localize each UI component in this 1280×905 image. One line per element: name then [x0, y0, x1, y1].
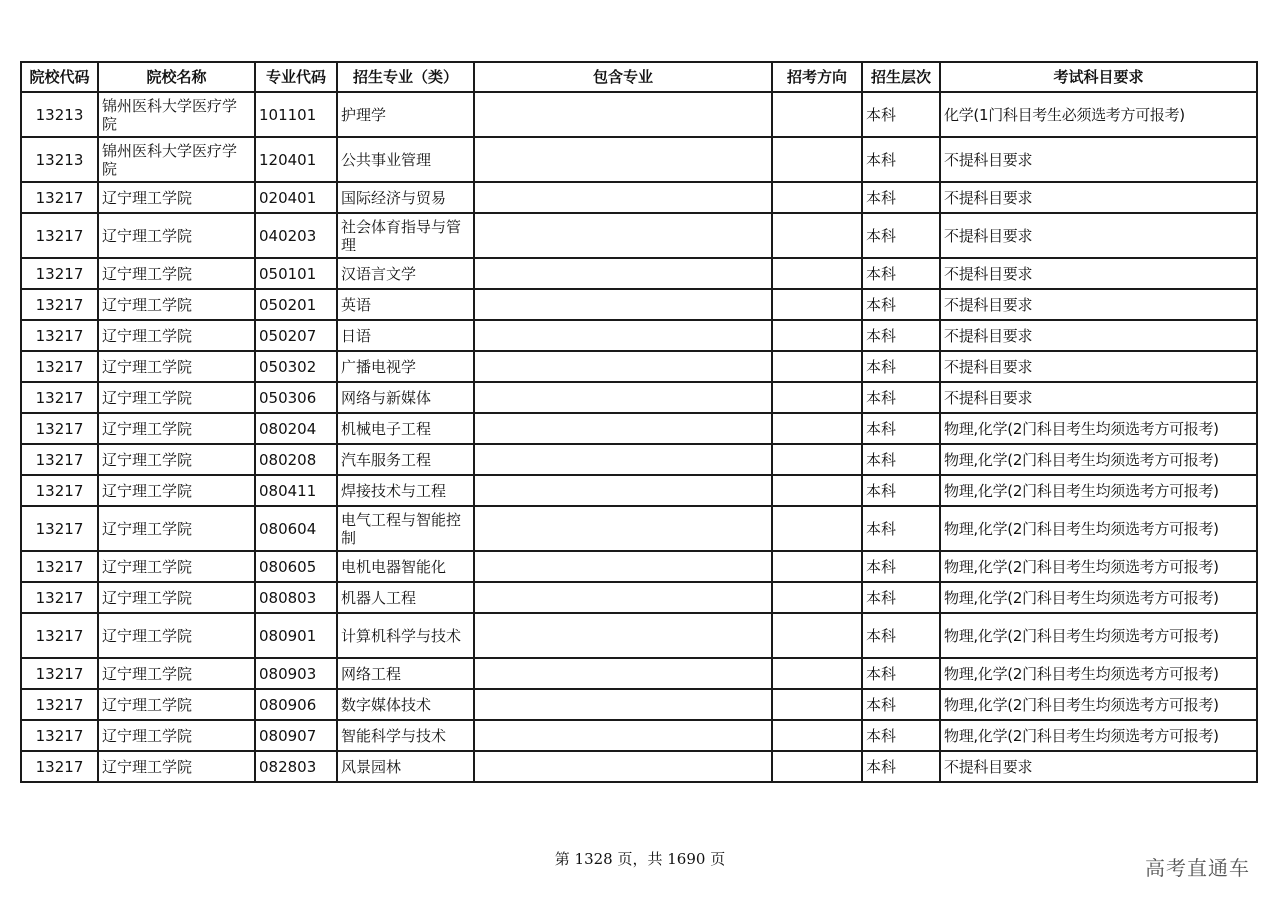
cell-school-name: 辽宁理工学院 [98, 475, 255, 506]
cell-major-code: 080903 [255, 658, 337, 689]
cell-subject-requirement: 物理,化学(2门科目考生均须选考方可报考) [940, 613, 1257, 658]
cell-level: 本科 [862, 92, 940, 137]
cell-direction [772, 289, 862, 320]
cell-included-majors [474, 137, 772, 182]
cell-major: 护理学 [337, 92, 474, 137]
cell-subject-requirement: 物理,化学(2门科目考生均须选考方可报考) [940, 689, 1257, 720]
cell-level: 本科 [862, 444, 940, 475]
cell-major-code: 080803 [255, 582, 337, 613]
cell-direction [772, 351, 862, 382]
cell-direction [772, 137, 862, 182]
cell-school-code: 13217 [21, 475, 98, 506]
cell-major-code: 080208 [255, 444, 337, 475]
cell-school-code: 13217 [21, 689, 98, 720]
cell-included-majors [474, 182, 772, 213]
cell-subject-requirement: 物理,化学(2门科目考生均须选考方可报考) [940, 475, 1257, 506]
cell-school-name: 锦州医科大学医疗学院 [98, 92, 255, 137]
header-major-code: 专业代码 [255, 62, 337, 92]
cell-included-majors [474, 92, 772, 137]
cell-subject-requirement: 不提科目要求 [940, 289, 1257, 320]
cell-school-name: 辽宁理工学院 [98, 213, 255, 258]
cell-included-majors [474, 413, 772, 444]
cell-direction [772, 506, 862, 551]
cell-major: 电机电器智能化 [337, 551, 474, 582]
cell-school-name: 锦州医科大学医疗学院 [98, 137, 255, 182]
table-row [21, 413, 1257, 444]
cell-subject-requirement: 物理,化学(2门科目考生均须选考方可报考) [940, 582, 1257, 613]
cell-subject-requirement: 物理,化学(2门科目考生均须选考方可报考) [940, 551, 1257, 582]
cell-school-name: 辽宁理工学院 [98, 320, 255, 351]
cell-major-code: 080901 [255, 613, 337, 658]
cell-school-name: 辽宁理工学院 [98, 182, 255, 213]
cell-school-code: 13217 [21, 382, 98, 413]
cell-major-code: 080605 [255, 551, 337, 582]
cell-subject-requirement: 物理,化学(2门科目考生均须选考方可报考) [940, 658, 1257, 689]
cell-school-name: 辽宁理工学院 [98, 506, 255, 551]
cell-level: 本科 [862, 658, 940, 689]
table-row [21, 751, 1257, 782]
admission-table [20, 61, 1258, 783]
cell-included-majors [474, 213, 772, 258]
table-row [21, 475, 1257, 506]
cell-level: 本科 [862, 551, 940, 582]
cell-level: 本科 [862, 506, 940, 551]
cell-major-code: 101101 [255, 92, 337, 137]
table-row [21, 258, 1257, 289]
cell-school-name: 辽宁理工学院 [98, 658, 255, 689]
cell-level: 本科 [862, 351, 940, 382]
cell-major-code: 120401 [255, 137, 337, 182]
header-level: 招生层次 [862, 62, 940, 92]
cell-direction [772, 582, 862, 613]
cell-major: 日语 [337, 320, 474, 351]
cell-included-majors [474, 444, 772, 475]
cell-major-code: 050306 [255, 382, 337, 413]
cell-school-name: 辽宁理工学院 [98, 751, 255, 782]
cell-school-name: 辽宁理工学院 [98, 351, 255, 382]
cell-school-code: 13217 [21, 551, 98, 582]
cell-included-majors [474, 551, 772, 582]
cell-school-code: 13217 [21, 320, 98, 351]
cell-level: 本科 [862, 613, 940, 658]
cell-subject-requirement: 不提科目要求 [940, 320, 1257, 351]
cell-direction [772, 258, 862, 289]
cell-level: 本科 [862, 258, 940, 289]
cell-major: 风景园林 [337, 751, 474, 782]
cell-included-majors [474, 382, 772, 413]
cell-subject-requirement: 物理,化学(2门科目考生均须选考方可报考) [940, 720, 1257, 751]
cell-school-code: 13217 [21, 213, 98, 258]
cell-major: 计算机科学与技术 [337, 613, 474, 658]
cell-major: 汉语言文学 [337, 258, 474, 289]
cell-direction [772, 413, 862, 444]
cell-included-majors [474, 258, 772, 289]
cell-school-name: 辽宁理工学院 [98, 689, 255, 720]
cell-school-code: 13217 [21, 413, 98, 444]
cell-major-code: 050201 [255, 289, 337, 320]
cell-major-code: 050302 [255, 351, 337, 382]
cell-direction [772, 182, 862, 213]
table-row [21, 658, 1257, 689]
cell-direction [772, 382, 862, 413]
cell-major-code: 050207 [255, 320, 337, 351]
cell-level: 本科 [862, 213, 940, 258]
table-row [21, 351, 1257, 382]
table-row [21, 182, 1257, 213]
watermark-text: 高考直通车 [1145, 856, 1250, 880]
table-row [21, 613, 1257, 658]
cell-major: 机器人工程 [337, 582, 474, 613]
table-row [21, 213, 1257, 258]
table-row [21, 506, 1257, 551]
cell-school-code: 13213 [21, 92, 98, 137]
table-row [21, 137, 1257, 182]
cell-school-name: 辽宁理工学院 [98, 551, 255, 582]
cell-level: 本科 [862, 320, 940, 351]
cell-direction [772, 720, 862, 751]
cell-included-majors [474, 582, 772, 613]
header-row [21, 62, 1257, 92]
cell-major-code: 050101 [255, 258, 337, 289]
cell-subject-requirement: 不提科目要求 [940, 182, 1257, 213]
cell-direction [772, 92, 862, 137]
cell-direction [772, 475, 862, 506]
table-row [21, 582, 1257, 613]
cell-major: 机械电子工程 [337, 413, 474, 444]
cell-subject-requirement: 不提科目要求 [940, 382, 1257, 413]
cell-level: 本科 [862, 582, 940, 613]
cell-school-name: 辽宁理工学院 [98, 413, 255, 444]
cell-school-name: 辽宁理工学院 [98, 613, 255, 658]
cell-school-name: 辽宁理工学院 [98, 582, 255, 613]
cell-major: 国际经济与贸易 [337, 182, 474, 213]
cell-major: 社会体育指导与管理 [337, 213, 474, 258]
table-row [21, 551, 1257, 582]
cell-subject-requirement: 物理,化学(2门科目考生均须选考方可报考) [940, 413, 1257, 444]
cell-direction [772, 658, 862, 689]
table-row [21, 289, 1257, 320]
cell-school-code: 13217 [21, 720, 98, 751]
cell-major-code: 080604 [255, 506, 337, 551]
cell-included-majors [474, 475, 772, 506]
cell-included-majors [474, 613, 772, 658]
table-row [21, 382, 1257, 413]
cell-direction [772, 320, 862, 351]
header-subject-requirement: 考试科目要求 [940, 62, 1257, 92]
cell-level: 本科 [862, 413, 940, 444]
cell-major: 汽车服务工程 [337, 444, 474, 475]
cell-included-majors [474, 289, 772, 320]
cell-school-code: 13217 [21, 351, 98, 382]
cell-level: 本科 [862, 382, 940, 413]
cell-subject-requirement: 不提科目要求 [940, 258, 1257, 289]
cell-subject-requirement: 物理,化学(2门科目考生均须选考方可报考) [940, 506, 1257, 551]
cell-level: 本科 [862, 720, 940, 751]
cell-major-code: 080906 [255, 689, 337, 720]
cell-included-majors [474, 720, 772, 751]
cell-major: 公共事业管理 [337, 137, 474, 182]
cell-direction [772, 213, 862, 258]
table-row [21, 720, 1257, 751]
cell-subject-requirement: 不提科目要求 [940, 137, 1257, 182]
cell-included-majors [474, 658, 772, 689]
cell-school-code: 13217 [21, 506, 98, 551]
cell-major-code: 080204 [255, 413, 337, 444]
cell-school-code: 13217 [21, 289, 98, 320]
cell-direction [772, 551, 862, 582]
cell-direction [772, 689, 862, 720]
cell-direction [772, 751, 862, 782]
cell-included-majors [474, 751, 772, 782]
cell-included-majors [474, 506, 772, 551]
cell-school-code: 13217 [21, 444, 98, 475]
header-included-majors: 包含专业 [474, 62, 772, 92]
cell-direction [772, 444, 862, 475]
cell-level: 本科 [862, 182, 940, 213]
cell-major: 广播电视学 [337, 351, 474, 382]
cell-major: 数字媒体技术 [337, 689, 474, 720]
cell-major-code: 080411 [255, 475, 337, 506]
cell-school-code: 13217 [21, 258, 98, 289]
cell-school-code: 13217 [21, 658, 98, 689]
page-number: 第 1328 页，共 1690 页 [554, 850, 726, 868]
cell-major-code: 040203 [255, 213, 337, 258]
cell-level: 本科 [862, 689, 940, 720]
header-direction: 招考方向 [772, 62, 862, 92]
header-major: 招生专业（类） [337, 62, 474, 92]
cell-school-name: 辽宁理工学院 [98, 720, 255, 751]
cell-subject-requirement: 化学(1门科目考生必须选考方可报考) [940, 92, 1257, 137]
table-row [21, 689, 1257, 720]
table-row [21, 320, 1257, 351]
header-school-name: 院校名称 [98, 62, 255, 92]
cell-level: 本科 [862, 475, 940, 506]
cell-major-code: 082803 [255, 751, 337, 782]
cell-school-name: 辽宁理工学院 [98, 289, 255, 320]
cell-major: 网络工程 [337, 658, 474, 689]
cell-school-name: 辽宁理工学院 [98, 382, 255, 413]
cell-level: 本科 [862, 289, 940, 320]
cell-major: 英语 [337, 289, 474, 320]
cell-school-code: 13217 [21, 582, 98, 613]
cell-subject-requirement: 物理,化学(2门科目考生均须选考方可报考) [940, 444, 1257, 475]
cell-major-code: 020401 [255, 182, 337, 213]
cell-included-majors [474, 689, 772, 720]
cell-major: 电气工程与智能控制 [337, 506, 474, 551]
cell-school-name: 辽宁理工学院 [98, 258, 255, 289]
cell-level: 本科 [862, 751, 940, 782]
cell-subject-requirement: 不提科目要求 [940, 751, 1257, 782]
cell-school-code: 13213 [21, 137, 98, 182]
cell-school-name: 辽宁理工学院 [98, 444, 255, 475]
cell-major: 网络与新媒体 [337, 382, 474, 413]
table-row [21, 92, 1257, 137]
cell-subject-requirement: 不提科目要求 [940, 351, 1257, 382]
cell-major-code: 080907 [255, 720, 337, 751]
cell-school-code: 13217 [21, 613, 98, 658]
cell-included-majors [474, 351, 772, 382]
cell-major: 焊接技术与工程 [337, 475, 474, 506]
cell-major: 智能科学与技术 [337, 720, 474, 751]
cell-direction [772, 613, 862, 658]
header-school-code: 院校代码 [21, 62, 98, 92]
cell-subject-requirement: 不提科目要求 [940, 213, 1257, 258]
table-row [21, 444, 1257, 475]
table-body [21, 92, 1257, 782]
cell-school-code: 13217 [21, 182, 98, 213]
cell-school-code: 13217 [21, 751, 98, 782]
cell-level: 本科 [862, 137, 940, 182]
cell-included-majors [474, 320, 772, 351]
